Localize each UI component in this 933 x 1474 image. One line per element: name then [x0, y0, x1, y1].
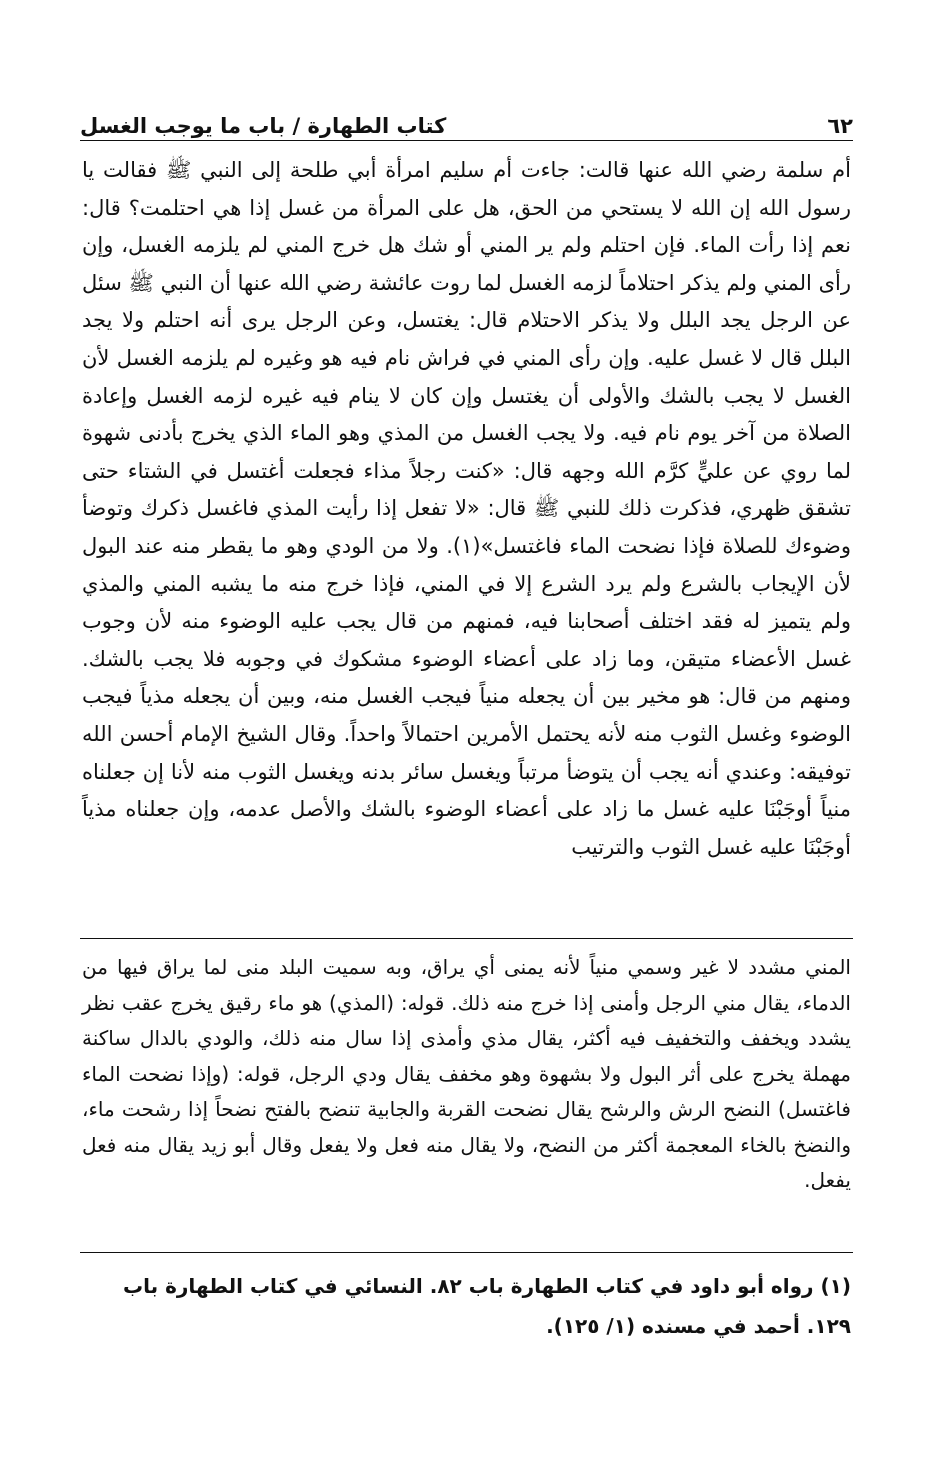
main-text: أم سلمة رضي الله عنها قالت: جاءت أم سليم امرأة أبي طلحة إلى النبي ﷺ فقالت يا رسول الله إن الله لا يستحي من الحق، هل على المرأة من غسل إذا هي احتلمت؟ قال: نعم إذا رأت الماء. فإن احتلم ولم ير المني أو شك هل خرج المني لم يلزمه الغسل، وإن رأى المني ولم يذكر احتلاماً لزمه الغسل لما روت عائشة رضي الله عنها أن النبي ﷺ سئل عن الرجل يجد البلل ولا يذكر الاحتلام قال: يغتسل، وعن الرجل يرى أنه احتلم ولا يجد البلل قال لا غسل عليه. وإن رأى المني في فراش نام فيه هو وغيره لم يلزمه الغسل لأن الغسل لا يجب بالشك والأولى أن يغتسل وإن كان لا ينام فيه غيره لزمه الغسل وإعادة الصلاة من آخر يوم نام فيه. ولا يجب الغسل من المذي وهو الماء الذي يخرج بأدنى شهوة لما روي عن عليٍّ كرَّم الله وجهه قال: «كنت رجلاً مذاء فجعلت أغتسل في الشتاء حتى تشقق ظهري، فذكرت ذلك للنبي ﷺ قال: «لا تفعل إذا رأيت المذي فاغسل ذكرك وتوضأ وضوءك للصلاة فإذا نضحت الماء فاغتسل»(١). ولا من الودي وهو ما يقطر منه عند البول لأن الإيجاب بالشرع ولم يرد الشرع إلا في المني، فإذا خرج منه ما يشبه المني والمذي ولم يتميز له فقد اختلف أصحابنا فيه، فمنهم من قال يجب عليه الوضوء منه لأن وجوب غسل الأعضاء متيقن، وما زاد على أعضاء الوضوء مشكوك في وجوبه فلا يجب بالشك. ومنهم من قال: هو مخير بين أن يجعله منياً فيجب الغسل منه، وبين أن يجعله مذياً فيجب الوضوء وغسل الثوب منه لأنه يحتمل الأمرين احتمالاً واحداً. وقال الشيخ الإمام أحسن الله توفيقه: وعندي أنه يجب أن يتوضأ مرتباً ويغسل سائر بدنه ويغسل الثوب منه لأنا إن جعلناه منياً أوجَبْنَا عليه غسل ما زاد على أعضاء الوضوء بالشك والأصل عدمه، وإن جعلناه مذياً أوجَبْنَا عليه غسل الثوب والترتيب	[82, 158, 851, 859]
page-number: ٦٢	[827, 114, 853, 138]
page-header	[80, 98, 853, 138]
header-rule	[80, 140, 853, 141]
footnote-1: (١) رواه أبو داود في كتاب الطهارة باب ٨٢. النسائي في كتاب الطهارة باب ١٢٩. أحمد في مسنده (١/ ١٢٥).	[123, 1274, 851, 1338]
notes-divider	[80, 938, 853, 939]
footnote-divider	[80, 1252, 853, 1253]
running-title: كتاب الطهارة / باب ما يوجب الغسل	[80, 114, 447, 138]
commentary-notes: المني مشدد لا غير وسمي منياً لأنه يمنى أي يراق، وبه سميت البلد منى لما يراق فيها من الدماء، يقال مني الرجل وأمنى إذا خرج منه ذلك. قوله: (المذي) هو ماء رقيق يخرج عقب نظر يشدد ويخفف والتخفيف فيه أكثر، يقال مذي وأمذى إذا سال منه ذلك، والودي بالدال ساكنة مهملة يخرج على أثر البول ولا بشهوة وهو مخفف يقال ودي الرجل، قوله: (وإذا نضحت الماء فاغتسل) النضح الرش والرشح يقال نضحت القربة والجابية تنضح بالفتح نضحاً إذا رشحت ماء، والنضخ بالخاء المعجمة أكثر من النضح، ولا يقال منه فعل ولا يفعل وقال أبو زيد يقال منه فعل يفعل.	[82, 955, 851, 1192]
